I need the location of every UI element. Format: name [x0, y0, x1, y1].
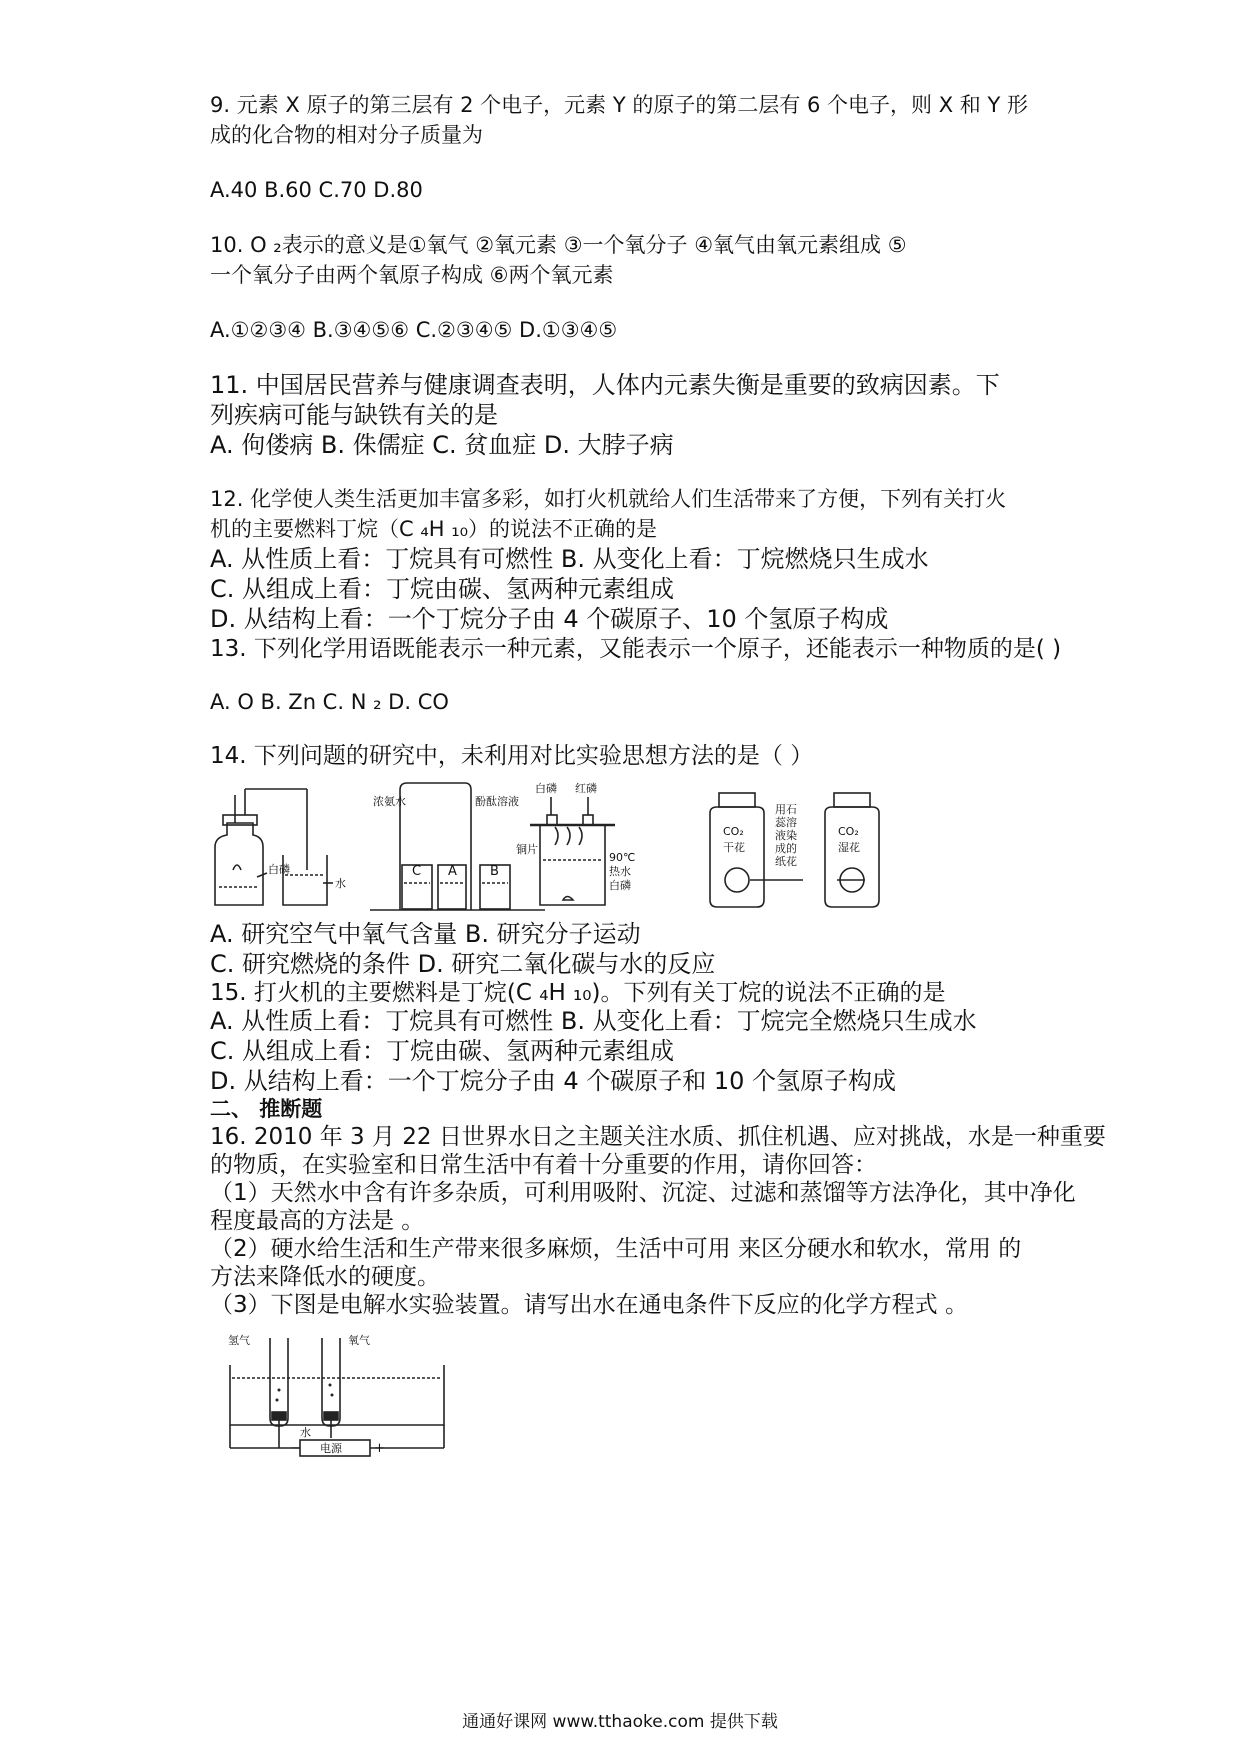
label-hot-water-temp: 90℃	[609, 851, 636, 864]
label-co2-left: CO₂	[723, 825, 744, 838]
label-power-source: 电源	[320, 1442, 342, 1455]
label-litmus-note-wrap	[775, 803, 803, 903]
q14-stem: 14. 下列问题的研究中，未利用对比实验思想方法的是（ ）	[210, 743, 814, 769]
q14-figure-svg	[205, 775, 975, 915]
section-title-inference: 二、 推断题	[210, 1097, 323, 1121]
bubble-icon	[278, 1389, 281, 1392]
q16-part1-line1: （1）天然水中含有许多杂质，可利用吸附、沉淀、过滤和蒸馏等方法净化，其中净化	[210, 1180, 1076, 1206]
q12-stem-line1: 12. 化学使人类生活更加丰富多彩，如打火机就给人们生活带来了方便，下列有关打火	[210, 487, 1007, 511]
electrolysis-svg	[222, 1330, 462, 1470]
q16-part2-line1: （2）硬水给生活和生产带来很多麻烦，生活中可用 来区分硬水和软水，常用 的	[210, 1236, 1022, 1262]
q15-option-d: D. 从结构上看：一个丁烷分子由 4 个碳原子和 10 个氢原子构成	[210, 1067, 897, 1095]
q16-part1-line2: 程度最高的方法是 。	[210, 1208, 425, 1234]
bubble-icon	[276, 1399, 279, 1402]
q13-options: A. O B. Zn C. N ₂ D. CO	[210, 690, 449, 714]
label-oxygen: 氧气	[348, 1334, 370, 1347]
q14-option-a-b: A. 研究空气中氧气含量 B. 研究分子运动	[210, 920, 641, 948]
q16-part2-line2: 方法来降低水的硬度。	[210, 1264, 440, 1290]
q15-stem: 15. 打火机的主要燃料是丁烷(C ₄H ₁₀)。下列有关丁烷的说法不正确的是	[210, 980, 946, 1006]
q16-part3-line1: （3）下图是电解水实验装置。请写出水在通电条件下反应的化学方程式 。	[210, 1292, 968, 1318]
q10-stem-line2: 一个氧分子由两个氧原子构成 ⑥两个氧元素	[210, 263, 614, 287]
page-footer: 通通好课网 www.tthaoke.com 提供下载	[462, 1712, 778, 1732]
label-conc-ammonia: 浓氨水	[373, 795, 406, 808]
q15-option-c: C. 从组成上看：丁烷由碳、氢两种元素组成	[210, 1037, 675, 1065]
label-white-phosphorus-a: 白磷	[268, 863, 290, 876]
label-plus: +	[374, 1441, 385, 1456]
label-wet-flower: 湿花	[838, 841, 860, 854]
label-beaker-a: A	[448, 864, 457, 879]
q12-option-a-b: A. 从性质上看：丁烷具有可燃性 B. 从变化上看：丁烷燃烧只生成水	[210, 545, 929, 573]
label-beaker-c: C	[412, 864, 422, 879]
q12-stem-line2: 机的主要燃料丁烷（C ₄H ₁₀）的说法不正确的是	[210, 517, 658, 541]
experiment-c-combustion-conditions	[530, 797, 615, 905]
q14-experiment-figure	[205, 775, 975, 915]
bubble-icon	[329, 1384, 332, 1387]
q13-stem: 13. 下列化学用语既能表示一种元素，又能表示一个原子，还能表示一种物质的是( )	[210, 636, 1062, 662]
bubble-icon	[331, 1394, 334, 1397]
label-copper-sheet: 铜片	[516, 843, 538, 856]
label-red-phosphorus: 红磷	[575, 782, 597, 795]
q14-option-c-d: C. 研究燃烧的条件 D. 研究二氧化碳与水的反应	[210, 950, 716, 978]
label-litmus-note: 用石蕊溶液染成的纸花	[775, 803, 797, 868]
q11-stem-line2: 列疾病可能与缺铁有关的是	[210, 401, 498, 429]
label-water-electrolysis: 水	[300, 1426, 311, 1439]
label-white-phosphorus-c: 白磷	[535, 782, 557, 795]
q10-options: A.①②③④ B.③④⑤⑥ C.②③④⑤ D.①③④⑤	[210, 318, 618, 342]
q11-stem-line1: 11. 中国居民营养与健康调查表明，人体内元素失衡是重要的致病因素。下	[210, 371, 1000, 399]
label-white-phosphorus-bottom: 白磷	[609, 879, 631, 892]
label-beaker-b: B	[490, 864, 499, 879]
q12-option-d: D. 从结构上看：一个丁烷分子由 4 个碳原子、10 个氢原子构成	[210, 605, 889, 633]
q10-stem-line1: 10. O ₂表示的意义是①氧气 ②氧元素 ③一个氧分子 ④氧气由氧元素组成 ⑤	[210, 233, 907, 257]
q16-stem-line1: 16. 2010 年 3 月 22 日世界水日之主题关注水质、抓住机遇、应对挑战，水是一种重要	[210, 1124, 1106, 1150]
electrolysis-apparatus-figure	[222, 1330, 462, 1470]
label-minus: −	[290, 1441, 301, 1456]
q15-option-a-b: A. 从性质上看：丁烷具有可燃性 B. 从变化上看：丁烷完全燃烧只生成水	[210, 1007, 977, 1035]
q11-options: A. 佝偻病 B. 侏儒症 C. 贫血症 D. 大脖子病	[210, 431, 674, 459]
electrolysis-apparatus	[230, 1338, 444, 1456]
q9-stem-line1: 9. 元素 X 原子的第三层有 2 个电子，元素 Y 的原子的第二层有 6 个电子，则 X 和 Y 形	[210, 93, 1028, 117]
label-co2-right: CO₂	[838, 825, 859, 838]
label-dry-flower: 干花	[723, 841, 745, 854]
label-water-a: 水	[335, 877, 346, 890]
experiment-a-oxygen-content	[215, 789, 333, 905]
q9-stem-line2: 成的化合物的相对分子质量为	[210, 123, 483, 147]
q16-stem-line2: 的物质，在实验室和日常生活中有着十分重要的作用，请你回答：	[210, 1152, 877, 1178]
label-hydrogen: 氢气	[228, 1334, 250, 1347]
q12-option-c: C. 从组成上看：丁烷由碳、氢两种元素组成	[210, 575, 675, 603]
label-phenolphthalein: 酚酞溶液	[475, 795, 519, 808]
label-hot-water: 热水	[609, 865, 631, 878]
q9-options: A.40 B.60 C.70 D.80	[210, 178, 423, 202]
